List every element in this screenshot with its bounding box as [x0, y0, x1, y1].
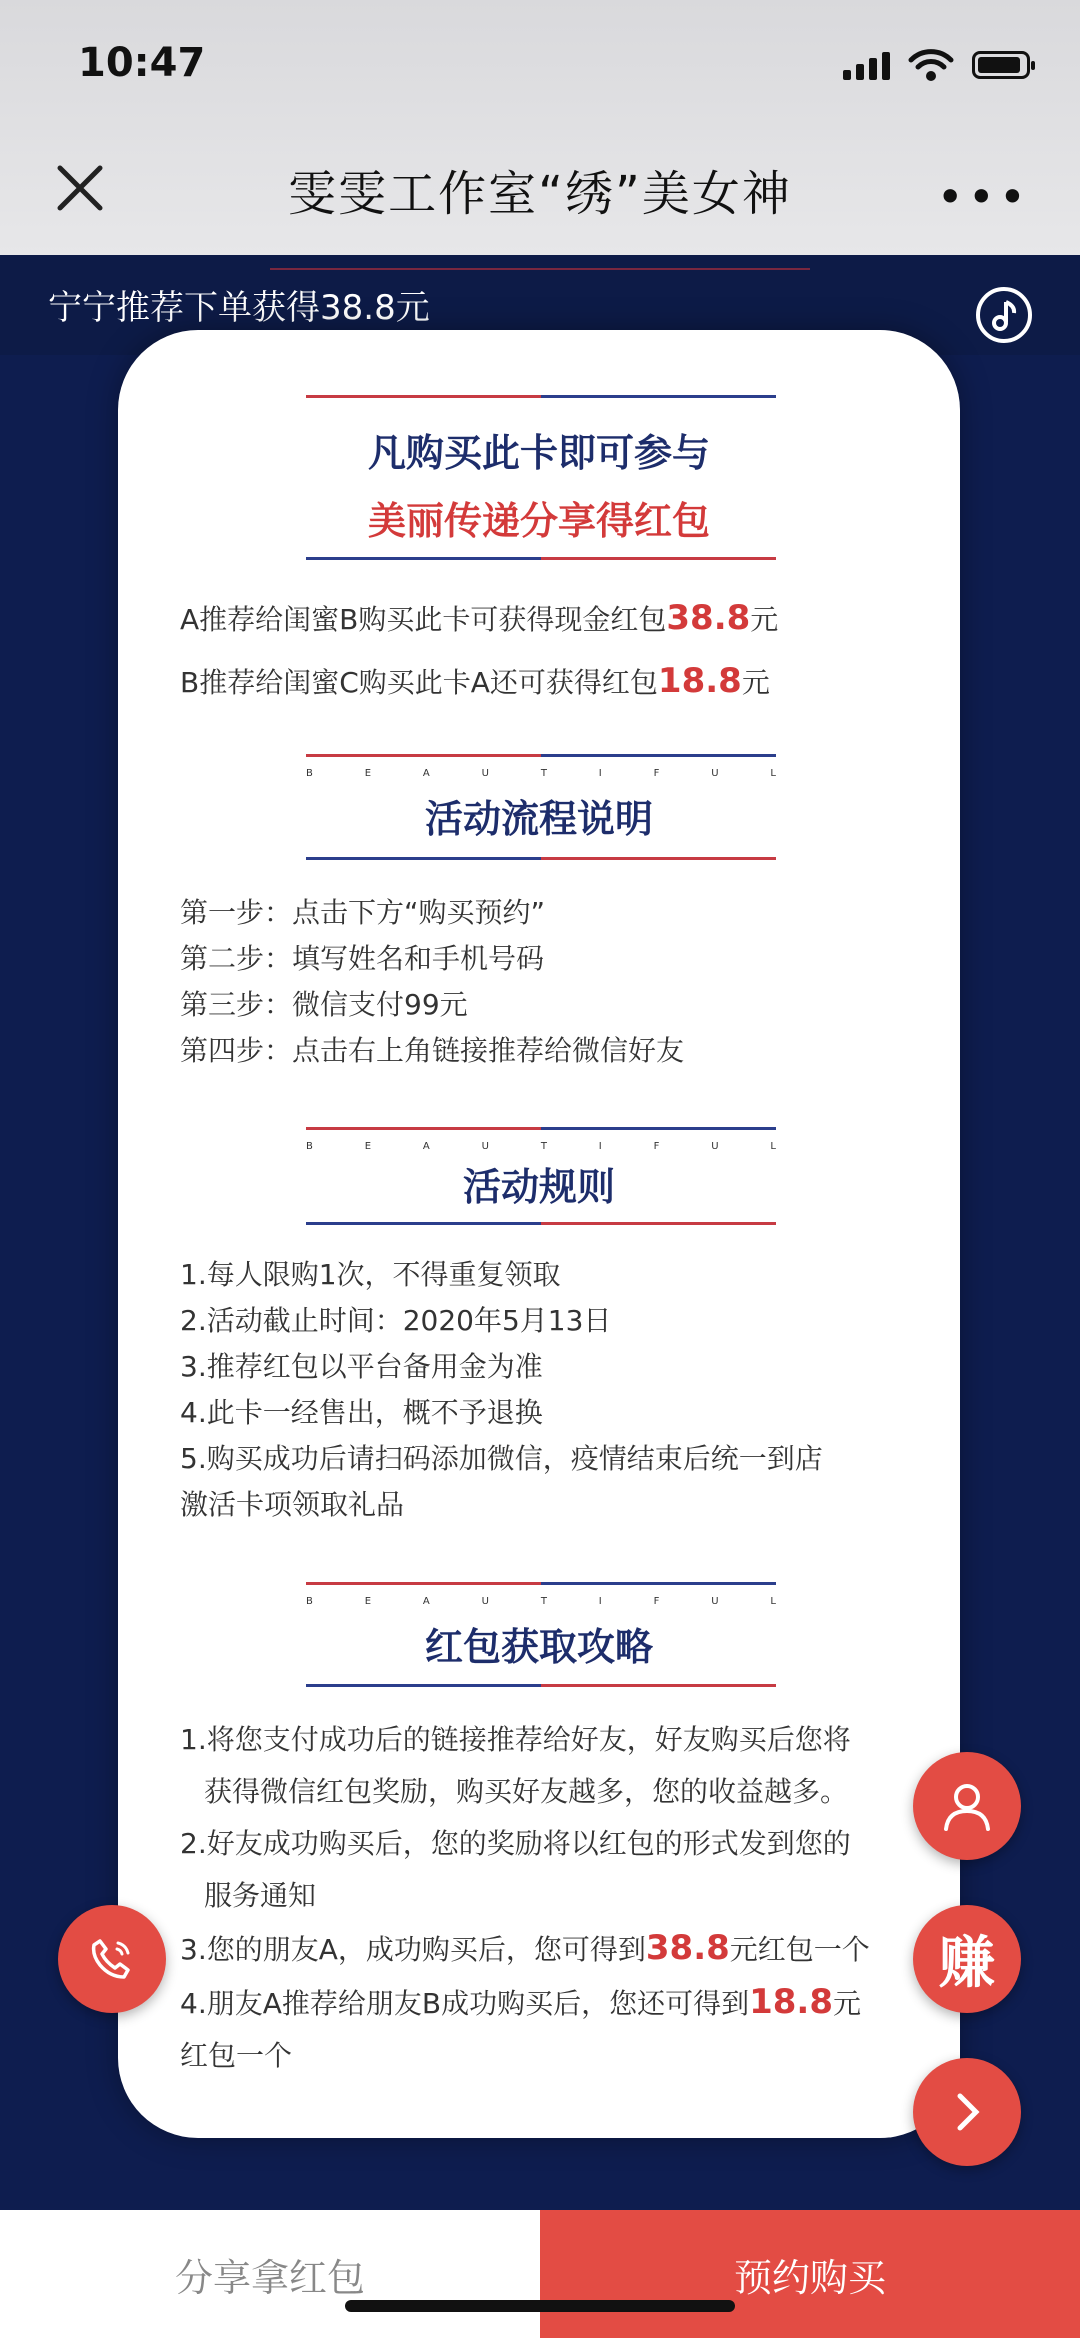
decoration-letter: U: [711, 1596, 719, 1607]
recommend-notice: 宁宁推荐下单获得38.8元: [48, 288, 430, 328]
decoration-letter: U: [481, 768, 489, 779]
step-item: 第三步：微信支付99元: [180, 988, 468, 1021]
strategy-item: 获得微信红包奖励，购买好友越多，您的收益越多。: [204, 1775, 849, 1808]
decoration-letter: U: [711, 768, 719, 779]
user-center-button[interactable]: [913, 1752, 1021, 1860]
decoration-letter: A: [422, 1141, 430, 1152]
reward-row-b: B推荐给闺蜜C购买此卡A还可获得红包18.8元: [180, 661, 770, 701]
decoration-letter: U: [711, 1141, 719, 1152]
decoration-letter: A: [422, 1596, 430, 1607]
decoration-letter: A: [422, 768, 430, 779]
more-menu-button[interactable]: •••: [936, 170, 1030, 224]
step-item: 第一步：点击下方“购买预约”: [180, 896, 546, 929]
wifi-icon: [908, 48, 954, 82]
signal-icon: [843, 50, 890, 80]
top-bar: [0, 0, 1080, 255]
beautiful-decoration: [306, 1141, 776, 1152]
step-item: 第四步：点击右上角链接推荐给微信好友: [180, 1034, 685, 1067]
step-item: 第二步：填写姓名和手机号码: [180, 942, 545, 975]
home-indicator: [345, 2300, 735, 2312]
decoration-letter: I: [598, 1141, 602, 1152]
divider: [306, 857, 776, 860]
decoration-letter: T: [540, 768, 547, 779]
decoration-letter: B: [306, 768, 313, 779]
decoration-letter: L: [770, 1141, 776, 1152]
rule-item: 4.此卡一经售出，概不予退换: [180, 1396, 543, 1429]
strategy-item: 服务通知: [204, 1879, 317, 1912]
divider: [306, 754, 776, 757]
decoration-letter: U: [481, 1596, 489, 1607]
earn-button[interactable]: 赚: [913, 1905, 1021, 2013]
next-button[interactable]: [913, 2058, 1021, 2166]
decoration-letter: T: [540, 1141, 547, 1152]
user-icon: [938, 1777, 996, 1835]
rule-item: 3.推荐红包以平台备用金为准: [180, 1350, 543, 1383]
section2-title: 活动流程说明: [424, 797, 653, 841]
bottom-action-bar: [0, 2210, 1080, 2338]
reward-amount: 18.8: [657, 661, 742, 701]
divider: [306, 1684, 776, 1687]
decoration-letter: F: [653, 768, 660, 779]
promo-card: [118, 330, 960, 2138]
phone-icon: [84, 1931, 140, 1987]
rule-item: 1.每人限购1次，不得重复领取: [180, 1258, 561, 1291]
reward-amount: 38.8: [666, 598, 751, 638]
banner-divider: [270, 268, 810, 270]
status-time: 10:47: [78, 40, 206, 86]
section3-title: 活动规则: [462, 1165, 615, 1209]
decoration-letter: U: [481, 1141, 489, 1152]
strategy-item: 红包一个: [180, 2039, 293, 2072]
rule-item: 5.购买成功后请扫码添加微信，疫情结束后统一到店: [180, 1442, 823, 1475]
strategy-item: 2.好友成功购买后，您的奖励将以红包的形式发到您的: [180, 1827, 851, 1860]
divider: [306, 1222, 776, 1225]
section4-title: 红包获取攻略: [424, 1625, 653, 1669]
strategy-list: [180, 1714, 870, 2082]
music-toggle-button[interactable]: [976, 287, 1032, 343]
beautiful-decoration: [306, 1596, 776, 1607]
decoration-letter: F: [653, 1596, 660, 1607]
music-note-icon: [987, 298, 1021, 332]
divider: [306, 1127, 776, 1130]
share-for-red-packet-button[interactable]: 分享拿红包: [0, 2210, 540, 2338]
strategy-item: 4.朋友A推荐给朋友B成功购买后，您还可得到18.8元: [180, 1982, 861, 2022]
decoration-letter: B: [306, 1141, 313, 1152]
decoration-letter: T: [540, 1596, 547, 1607]
battery-icon: [972, 51, 1030, 79]
decoration-letter: E: [364, 1141, 372, 1152]
divider: [306, 557, 776, 560]
decoration-letter: B: [306, 1596, 313, 1607]
strategy-item: 1.将您支付成功后的链接推荐给好友，好友购买后您将: [180, 1723, 851, 1756]
page-title: 雯雯工作室“绣”美女神: [288, 166, 792, 222]
decoration-letter: I: [598, 1596, 602, 1607]
decoration-letter: E: [364, 768, 372, 779]
reward-amount: 18.8: [749, 1982, 833, 2022]
decoration-letter: F: [653, 1141, 660, 1152]
decoration-letter: L: [770, 1596, 776, 1607]
reward-row-a: A推荐给闺蜜B购买此卡可获得现金红包38.8元: [180, 598, 779, 638]
call-button[interactable]: [58, 1905, 166, 2013]
decoration-letter: L: [770, 768, 776, 779]
beautiful-decoration: [306, 768, 776, 779]
rules-list: [180, 1252, 823, 1528]
section1-title-line1: 凡购买此卡即可参与: [367, 431, 710, 475]
reward-amount: 38.8: [645, 1928, 730, 1968]
decoration-letter: E: [364, 1596, 372, 1607]
section1-title-line2: 美丽传递分享得红包: [367, 499, 710, 543]
rule-item: 2.活动截止时间：2020年5月13日: [180, 1304, 612, 1337]
status-icons: [843, 48, 1030, 82]
divider: [306, 1582, 776, 1585]
divider: [306, 395, 776, 398]
reserve-buy-button[interactable]: 预约购买: [540, 2210, 1080, 2338]
chevron-right-icon: [945, 2090, 989, 2134]
rule-item: 激活卡项领取礼品: [180, 1488, 405, 1521]
steps-list: [180, 890, 684, 1074]
strategy-item: 3.您的朋友A，成功购买后，您可得到38.8元红包一个: [180, 1928, 870, 1968]
decoration-letter: I: [598, 768, 602, 779]
